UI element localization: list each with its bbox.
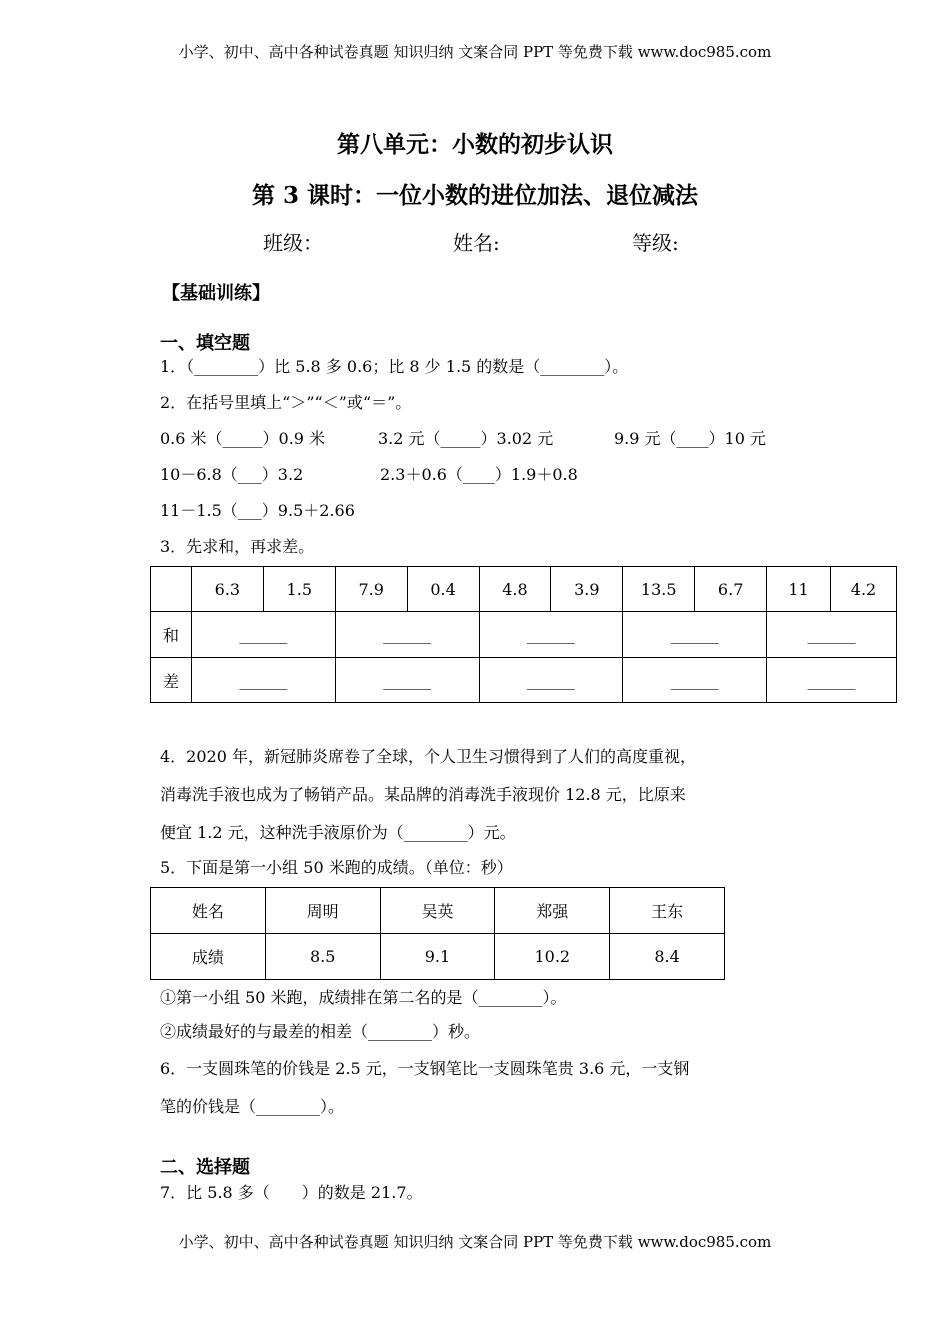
question-4-line-2: 消毒洗手液也成为了畅销产品。某品牌的消毒洗手液现价 12.8 元，比原来: [160, 785, 686, 804]
q2-item-2: 3.2 元（_____）3.02 元: [378, 429, 554, 448]
table-cell: 8.5: [265, 934, 380, 980]
sum-answer-blank[interactable]: ______: [767, 612, 897, 658]
grade-label: 等级:: [632, 231, 679, 255]
table-row: [151, 888, 725, 934]
question-7: 7．比 5.8 多（ ）的数是 21.7。: [160, 1183, 423, 1202]
table-cell: 成绩: [151, 934, 266, 980]
table-row: [151, 567, 897, 612]
page-title: 第八单元：小数的初步认识: [337, 131, 613, 158]
table-cell: 9.1: [380, 934, 495, 980]
number-cell: 4.2: [831, 567, 897, 612]
header-cell: 郑强: [495, 888, 610, 934]
section-choice-heading: 二、选择题: [160, 1157, 250, 1178]
number-cell: 0.4: [407, 567, 479, 612]
number-cell: 6.3: [191, 567, 263, 612]
diff-answer-blank[interactable]: ______: [335, 658, 479, 703]
diff-answer-blank[interactable]: ______: [479, 658, 623, 703]
number-cell: 3.9: [551, 567, 623, 612]
section-fill-blank-heading: 一、填空题: [160, 333, 250, 354]
question-4-line-3: 便宜 1.2 元，这种洗手液原价为（________）元。: [160, 823, 516, 842]
diff-answer-blank[interactable]: ______: [623, 658, 767, 703]
table-row: [151, 934, 725, 980]
sum-diff-table: [150, 566, 897, 703]
q2-item-5: 2.3＋0.6（____）1.9＋0.8: [380, 465, 578, 484]
sum-label: 和: [151, 612, 192, 658]
sum-answer-blank[interactable]: ______: [479, 612, 623, 658]
header-cell: 姓名: [151, 888, 266, 934]
question-1: 1．（________）比 5.8 多 0.6；比 8 少 1.5 的数是（________）。: [160, 357, 629, 376]
sum-answer-blank[interactable]: ______: [335, 612, 479, 658]
footer-banner: 小学、初中、高中各种试卷真题 知识归纳 文案合同 PPT 等免费下载 www.doc985.com: [178, 1233, 772, 1251]
name-label: 姓名:: [453, 231, 500, 255]
number-cell: 7.9: [335, 567, 407, 612]
diff-label: 差: [151, 658, 192, 703]
number-cell: 13.5: [623, 567, 695, 612]
q2-item-6: 11－1.5（___）9.5＋2.66: [160, 501, 355, 520]
header-cell: 吴英: [380, 888, 495, 934]
question-6-line-1: 6．一支圆珠笔的价钱是 2.5 元，一支钢笔比一支圆珠笔贵 3.6 元，一支钢: [160, 1059, 690, 1078]
number-cell: 11: [767, 567, 831, 612]
header-cell: 王东: [610, 888, 725, 934]
question-3: 3．先求和，再求差。: [160, 537, 315, 556]
sum-answer-blank[interactable]: ______: [191, 612, 335, 658]
question-6-line-2: 笔的价钱是（________）。: [160, 1097, 345, 1116]
question-5: 5．下面是第一小组 50 米跑的成绩。（单位：秒）: [160, 858, 513, 877]
diff-answer-blank[interactable]: ______: [767, 658, 897, 703]
number-cell: 6.7: [695, 567, 767, 612]
table-row: [151, 612, 897, 658]
running-results-table: [150, 887, 725, 980]
class-label: 班级：: [263, 231, 323, 255]
sum-answer-blank[interactable]: ______: [623, 612, 767, 658]
header-cell: 周明: [265, 888, 380, 934]
table-cell: 10.2: [495, 934, 610, 980]
number-cell: 1.5: [263, 567, 335, 612]
basic-training-heading: 【基础训练】: [162, 283, 270, 304]
q2-item-4: 10－6.8（___）3.2: [160, 465, 304, 484]
number-cell: 4.8: [479, 567, 551, 612]
question-4-line-1: 4．2020 年，新冠肺炎席卷了全球，个人卫生习惯得到了人们的高度重视，: [160, 747, 696, 766]
header-banner: 小学、初中、高中各种试卷真题 知识归纳 文案合同 PPT 等免费下载 www.doc985.com: [178, 43, 772, 61]
table-row: [151, 658, 897, 703]
table-cell: [151, 567, 192, 612]
question-5-part-1: ①第一小组 50 米跑，成绩排在第二名的是（________）。: [160, 988, 567, 1007]
diff-answer-blank[interactable]: ______: [191, 658, 335, 703]
question-2: 2．在括号里填上“＞”“＜”或“＝”。: [160, 393, 412, 412]
q2-item-3: 9.9 元（____）10 元: [614, 429, 766, 448]
question-5-part-2: ②成绩最好的与最差的相差（________）秒。: [160, 1022, 481, 1041]
table-cell: 8.4: [610, 934, 725, 980]
page-subtitle: 第 3 课时：一位小数的进位加法、退位减法: [251, 182, 699, 209]
q2-item-1: 0.6 米（_____）0.9 米: [160, 429, 326, 448]
